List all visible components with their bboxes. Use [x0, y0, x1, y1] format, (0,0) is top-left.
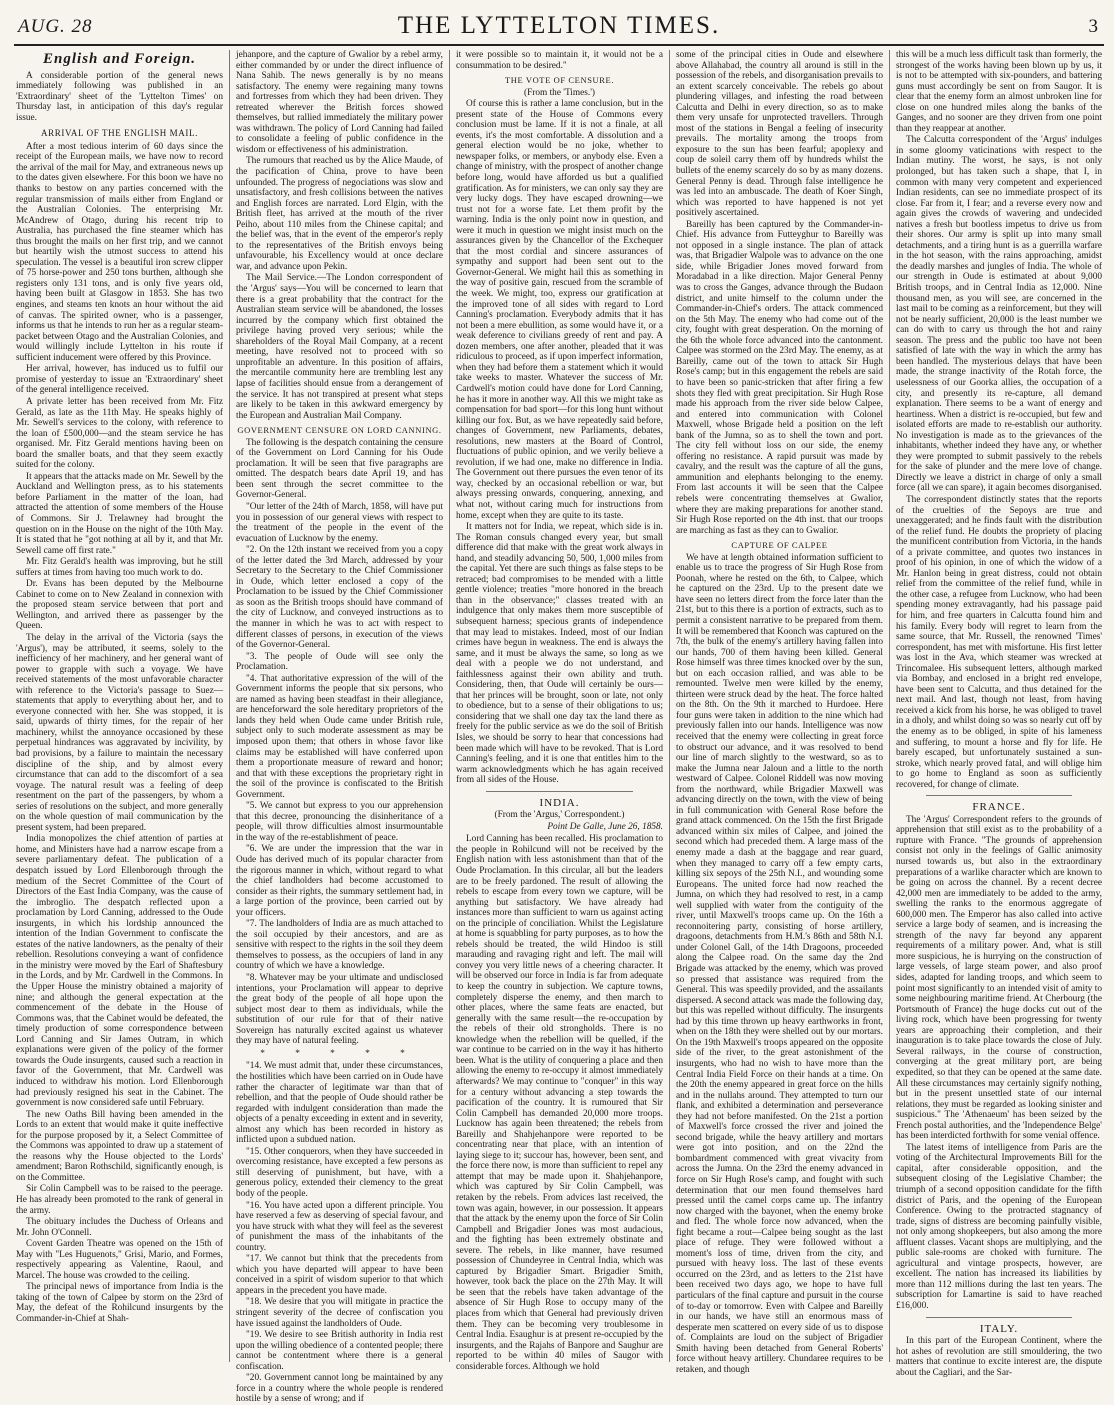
issue-date: AUG. 28 [18, 16, 93, 37]
dateline: Point De Galle, June 26, 1858. [547, 821, 663, 832]
paragraph: "14. We must admit that, under these circumstances, the hostilities which have been carried on in Oude have rather the character of legitimate war than that of rebellion, and that the people of Oude should rather be regarded with indulgent consideration than made the objects of a penalty exceeding in extent and in severity, almost any which has been recorded in history as inflicted upon a subdued nation. [236, 1061, 443, 1146]
paragraph: "17. We cannot but think that the precedents from which you have departed will appear to have been conceived in a spirit of wisdom superior to that which appears in the precedent you have made. [236, 1254, 443, 1296]
paragraph: "7. The landholders of India are as much attached to the soil occupied by their ancestors, and are as sensitive with respect to the rights in the soil they deem themselves to possess, as the occupiers of land in any country of which we have a knowledge. [236, 919, 443, 972]
page-number: 3 [1088, 16, 1098, 37]
paragraph: Her arrival, however, has induced us to fulfil our promise of yesterday to issue an 'Extraordinary' sheet of the general intelligence received. [16, 364, 223, 396]
paragraph: "3. The people of Oude will see only the Proclamation. [236, 651, 443, 673]
source-credit: (From the 'Times.') [524, 87, 595, 98]
paragraph: The latest items of intelligence from Paris are the voting of the Architectural Improvements Bill for the capital, after considerable opposition, and the subsequent closing of the Legislative Chamber; the triumph of a second opposition candidate for the fifth district of Paris, and the opening of the European Conference. Owing to the protracted stagnancy of trade, signs of distress are becoming painfully visible, not only among shopkeepers, but also among the more affluent classes. Vacant shops are multiplying, and the public sale-rooms are choked with furniture. The agricultural and vintage prospects, however, are excellent. The nation has increased its liabilities by more than 112 millions during the last ten years. The subscription for Lamartine is said to have reached £16,000. [896, 1142, 1102, 1311]
paragraph: The principal news of importance from India is the taking of the town of Calpee by storm on the 23rd of May, the defeat of the Rohilcund insurgents by the Commander-in-Chief at Shah- [16, 1282, 223, 1324]
paragraph: It matters not for India, we repeat, which side is in. The Roman consuls changed every year, but small difference did that make with the great work always in hand, and steadily advancing 50, 500, 1,000 miles from the capital. Yet there are such things as false steps to be retraced; bad compromises to be mended with a little gentle violence; treaties "more honored in the breach than in the observance;" classes treated with an indulgence that only makes them more susceptible of subsequent harness; specious grants of independence that may lead to mistakes. Indeed, most of our Indian crimes have begun in weakness. The end is always the same, and it must be always the same, so long as we deal with a people we do not understand, and faithlessness against their own ability and truth. Considering, then, that Oude will certainly be ours—that her princes will be brought, soon or late, not only to obedience, but to a sense of their obligations to us; considering that we shall one day tax the land there as freely for the public service as we do the soil of British Isles, we should be sorry to hear that concessions had been made which will have to be revoked. That is Lord Canning's feeling, and it is one that entitles him to the warm acknowledgments which he has again received from all sides of the House. [456, 522, 663, 786]
masthead [14, 10, 1104, 46]
section-title: INDIA. [539, 796, 580, 809]
article-heading: CAPTURE OF CALPEE [731, 540, 828, 551]
newspaper-title: THE LYTTELTON TIMES. [397, 12, 721, 39]
paragraph: In this part of the European Continent, where the hot ashes of revolution are still smouldering, the two matters that continue to excite interest are, the dispute about the Cagliari, and the Sar- [896, 1336, 1102, 1378]
column-1 [16, 50, 223, 1362]
article-heading: ARRIVAL OF THE ENGLISH MAIL. [41, 128, 198, 139]
column-3 [456, 50, 663, 1372]
paragraph: "2. On the 12th instant we received from you a copy of the letter dated the 3rd March, addressed by your Secretary to the Secretary to the Chief Commissioner in Oude, which letter enclosed a copy of the Proclamation to be issued by the Chief Commissioner as soon as the British troops should have command of the city of Lucknow, and conveyed instructions as to the manner in which he was to act with respect to different classes of persons, in execution of the views of the Governor-General. [236, 545, 443, 651]
article-heading: GOVERNMENT CENSURE ON LORD CANNING. [237, 425, 442, 436]
paragraph: "18. We desire that you will mitigate in practice the stringent severity of the decree of confiscation you have issued against the landholders of Oude. [236, 1297, 443, 1329]
paragraph: The delay in the arrival of the Victoria (says the 'Argus'), may be attributed, it seems, solely to the inefficiency of her machinery, and her general want of power to grapple with such a voyage. We have received statements of the most unfavorable character with reference to the Victoria's passage to Suez—statements that apply to everything about her, and to everyone connected with her. She was stopped, it is said, upwards of thirty times, for the repair of her machinery, whilst the annoyance occasioned by these perpetual hindrances was aggravated by incivility, by bad provisions, by a failure to maintain the necessary discipline of the ship, and by almost every circumstance that can add to the discomfort of a sea voyage. The natural result was a feeling of deep resentment on the part of the passengers, by whom a series of resolutions on the subject, and more generally on the whole question of mail communication by the present system, had been prepared. [16, 632, 223, 833]
paragraph: "4. That authoritative expression of the will of the Government informs the people that six persons, who are named as having been steadfast in their allegiance, are henceforward the sole hereditary proprietors of the lands they held when Oude came under British rule, subject only to such moderate assessment as may be imposed upon them; that others in whose favor like claims may be established will have conferred upon them a proportionate measure of reward and honor; and that with these exceptions the proprietary right in the soil of the province is confiscated to the British Government. [236, 673, 443, 800]
divider [486, 791, 633, 792]
paragraph: The obituary includes the Duchess of Orleans and Mr. John O'Connell. [16, 1217, 223, 1238]
paragraph: this will be a much less difficult task than formerly, the strongest of the works having been blown up by us, it is not to be attempted with six-pounders, and battering guns must accordingly be sent on from Saugor. It is clear that the enemy form an almost unbroken line for close on one hundred miles along the banks of the Ganges, and no sooner are they driven from one point than they reappear at another. [896, 50, 1102, 134]
paragraph: The new Oaths Bill having been amended in the Lords to an extent that would make it quite ineffective for the purpose proposed by it, a Select Committee of the Commons was appointed to draw up a statement of the reasons why the House objected to the Lords' amendment; Baron Rothschild, significantly enough, is on the Committee. [16, 1109, 223, 1183]
paragraph: The Mail Service.—The London correspondent of the 'Argus' says—You will be concerned to learn that there is a great probability that the contract for the Australian steam service will be abandoned, the losses incurred by the company which first obtained the privilege having proved very serious; while the shareholders of the Royal Mail Company, at a recent meeting, have resolved not to proceed with so unprofitable an adventure. In this position of affairs, the mercantile community here are trembling lest any lapse of facilities should ensue from a derangement of the service. It has not transpired at present what steps are likely to be taken in this awkward emergency by the European and Australian Mail Company. [236, 273, 443, 421]
column-4 [676, 50, 883, 1375]
paragraph: it were possible so to maintain it, it would not be a consummation to be desired." [456, 50, 663, 71]
column-rule [449, 50, 450, 1362]
divider [926, 1317, 1072, 1318]
paragraph: "6. We are under the impression that the war in Oude has derived much of its popular character from the rigorous manner in which, without regard to what the chief landholders had become accustomed to consider as their rights, the summary settlement had, in a large portion of the province, been carried out by your officers. [236, 844, 443, 918]
paragraph: We have at length obtained information sufficient to enable us to trace the progress of Sir Hugh Rose from Poonah, where he rested on the 6th, to Calpee, which he captured on the 23rd. Up to the present date we have seen no letters direct from the force later than the 21st, but to this there is a portion of extracts, such as to permit a consistent narrative to be prepared from them. It will be remembered that Koonch was captured on the 7th, the bulk of the enemy's artillery having fallen into our hands, 700 of them having been killed. General Rose himself was three times knocked over by the sun, but on each occasion rallied, and was able to be remounted. Twelve men were killed by the enemy, thirteen were struck dead by the heat. The force halted on the 8th. On the 9th it marched to Hurdoee. Here four guns were taken in addition to the nine which had previously fallen into our hands. Intelligence was now received that the enemy were collecting in great force to obstruct our advance, and it was resolved to bend our line of march slightly to the westward, so as to make the Jumna near Jaloun and a little to the north westward of Calpee. Colonel Riddell was now moving from the northward, while Brigadier Maxwell was advancing directly on the town, with the view of being in full communication with General Rose before the grand attack commenced. On the 15th the first Brigade advanced within six miles of Calpee, and joined the second which had preceded them. A large mass of the enemy made a dash at the baggage and rear guard, when they managed to carry off a few empty carts, killing six sepoys of the 25th N.I., and wounding some Europeans. The united force had now reached the Jumna, on which they had resolved to rest, in a camp well supplied with water from the contiguity of the river, until Maxwell's troops came up. On the 16th a reconnoitering party, consisting of horse artillery, dragoons, detachments from H.M.'s 86th and 58th N.I. under Colonel Gall, of the 14th Dragoons, proceeded along the Calpee road. On the same day the 2nd Brigade was attacked by the enemy, which was proved so pressed that assistance was required from the General. This was speedily provided, and the assailants dispersed. A second attack was made the following day, but this was repelled without difficulty. The insurgents had by this time thrown up heavy earthworks in front, when on the 18th they were shelled out by our mortars. On the 19th Maxwell's troops appeared on the opposite side of the river, to the great astonishment of the insurgents, who had no wish to have more than the Central India Field Force on their hands at a time. On the 20th the enemy appeared in great force on the hills and in the nullahs around. They attempted to turn our flank, and exhibited a determination and perseverance they had not before manifested. On the 21st a portion of Maxwell's force crossed the river and joined the second brigade, while the heavy artillery and mortars were got into position, and on the 22nd the bombardment commenced with great vivacity from across the Jumna. On the 23rd the enemy advanced in force on Sir Hugh Rose's camp, and fought with such determination that our men found themselves hard pressed until the camel corps came up. The infantry now charged with the bayonet, when the enemy broke and fled. The whole force now advanced, when the fight became a rout—Calpee being sought as the last place of refuge. They were followed without a moment's loss of time, driven from the city, and pursued with heavy loss. The last of these events occurred on the 23rd, and as letters to the 21st have been received two days ago, we hope to have full particulars of the final capture and pursuit in the course of to-day or tomorrow. Even with Calpee and Bareilly in our hands, we have still an enormous mass of desperate men scattered on every side of us to dispose of. Complaints are loud on the subject of Brigadier Smith having been detached from General Roberts' force without heavy artillery. Chundaree requires to be retaken, and though [676, 552, 883, 1375]
paragraph: "5. We cannot but express to you our apprehension that this decree, pronouncing the disinheritance of a people, will throw difficulties almost insurmountable in the way of the re-establishment of peace. [236, 801, 443, 843]
paragraph: The 'Argus' Correspondent refers to the grounds of apprehension that still exist as to the probability of a rupture with France. "The grounds of apprehension consist not only in the feelings of Gallic animosity nursed towards us, but also in the extraordinary preparations of a warlike character which are known to be going on across the channel. By a recent decree 42,000 men are immediately to be added to the army, swelling the ranks to the enormous aggregate of 600,000 men. The Emperor has also called into active service a large body of seamen, and is increasing the strength of the navy far beyond any apparent requirements of a military power. And, what is still more suspicious, he is hurrying on the construction of large vessels, of large steam power, and also proof sides, adapted for landing troops, and which seem to point most significantly to an intended visit of amity to some neighbouring maritime friend. At Cherbourg (the Portsmouth of France) the huge docks cut out of the living rock, which have been progressing for twenty years are approaching their completion, and their inauguration is to take place towards the close of July. Several railways, in the course of construction, converging at the great military port, are being expedited, so that they can be opened at the same date. All these circumstances may certainly signify nothing, but in the present unsettled state of our internal relations, they must be regarded as looking sinister and suspicious." The 'Athenaeum' has been seized by the French postal authorities, and the 'Independence Belge' has been interdicted forthwith for some venial offence. [896, 814, 1102, 1142]
paragraph: The correspondent distinctly states that the reports of the cruelties of the Sepoys are true and unexaggerated; and he finds fault with the distribution of the relief fund. He doubts the propriety of placing the munificent contribution from Victoria, in the hands of a private committee, and quotes two instances in proof of his opinion, in one of which the widow of a Mr. Hanlon being in great distress, could not obtain relief from the committee of the relief fund, while in the other case, a refugee from Lucknow, who had been spending money extravagantly, had his passage paid for him, and free quarters in Calcutta found him and his family. Every body will regret to learn from the same source, that Mr. Russell, the renowned 'Times' correspondent, has met with misfortune. His first letter was lost in the Ava, which steamer was wrecked at Trincomalee. His subsequent letters, although marked via Bombay, and enclosed in a bright red envelope, have been sent to Calcutta, and thus detained for the next mail. And last, though not least, from having received a kick from his horse, he was obliged to travel in a dholy, and whilst doing so was so nearly cut off by the enemy as to be obliged, in spite of his lameness and suffering, to mount a horse and fly for life. He barely escaped, but unfortunately sustained a sun-stroke, which nearly proved fatal, and will oblige him to go home to England as soon as sufficiently recovered, for change of climate. [896, 494, 1102, 790]
divider [926, 795, 1072, 796]
paragraph: Covent Garden Theatre was opened on the 15th of May with "Les Huguenots," Grisi, Mario, and Formes, respectively appearing as Valentine, Raoul, and Marcel. The house was crowded to the ceiling. [16, 1239, 223, 1281]
paragraph: Dr. Evans has been deputed by the Melbourne Cabinet to come on to New Zealand in connexion with the proposed steam service between that port and Wellington, and arrived there as passenger by the Queen. [16, 579, 223, 632]
paragraph: It appears that the attacks made on Mr. Sewell by the Auckland and Wellington press, as to his statements before Parliament in the matter of the loan, had attracted the attention of some members of the House of Commons. Sir J. Trelawney had brought the question on in the House on the night of the 10th May. It is stated that he "got nothing at all by it, and that Mr. Sewell came off first rate." [16, 471, 223, 556]
paragraph: Bareilly has been captured by the Commander-in-Chief. His advance from Futteyghur to Bareilly was not opposed in a single instance. The plan of attack was, that Brigadier Walpole was to advance on the one side, while Brigadier Jones moved forward from Moradabad in a like direction. Major General Penny was to cross the Ganges, advance through the Budaon district, and unite himself to the column under the Commander-in-Chief's orders. The attack commenced on the 5th May. The enemy who had come out of the city, fought with great desperation. On the morning of the 6th the whole force advanced into the cantonment. Calpee was stormed on the 23rd May. The enemy, as at Bareilly, came out of the town to attack Sir Hugh Rose's camp; but in this engagement the rebels are said to have been so panic-stricken that after firing a few shots they fled with great precipitation. Sir Hugh Rose made his approach from the river side below Calpee, and entered into communication with Colonel Maxwell, whose Brigade held a position on the left bank of the Jumna, so as to shell the town and port. The city fell without loss on our side, the enemy offering no resistance. A rapid pursuit was made by cavalry, and the result was the capture of all the guns, ammunition and elephants belonging to the enemy. From last accounts it will be seen that the Calpee rebels were concentrating themselves at Gwalior, where they are making preparations for another stand. Sir Hugh Rose reported on the 4th inst. that our troops are marching as fast as they can to Gwalior. [676, 219, 883, 536]
column-rule [669, 50, 670, 1362]
section-heading: English and Foreign. [43, 51, 196, 67]
paragraph: India monopolizes the chief attention of parties at home, and Ministers have had a narrow escape from a severe parliamentary defeat. The publication of a despatch issued by Lord Ellenborough through the medium of the Secret Committee of the Court of Directors of the East India Company, was the cause of the imbroglio. The despatch reflected upon a proclamation by Lord Canning, addressed to the Oude insurgents, in which his lordship announced the intention of the Indian Government to confiscate the estates of the native landowners, as the penalty of their rebellion. Resolutions conveying a want of confidence in the ministry were moved by the Earl of Shaftesbury in the Lords, and by Mr. Cardwell in the Commons. In the Upper House the ministry obtained a majority of nine; and although the general expectation at the commencement of the debate in the House of Commons was, that the Cabinet would be defeated, the timely production of some correspondence between Lord Canning and Sir James Outram, in which explanations were given of the policy of the former towards the Oude insurgents, caused such a reaction in favor of the Government, that Mr. Cardwell was induced to withdraw his motion. Lord Ellenborough had previously resigned his seat in the Cabinet. The government is now considered safe until February. [16, 834, 223, 1109]
paragraph: "20. Government cannot long be maintained by any force in a country where the whole people is rendered hostile by a sense of wrong; and if [236, 1373, 443, 1405]
paragraph: jehanpore, and the capture of Gwalior by a rebel army, either commanded by or under the direct influence of Nana Sahib. The news generally is by no means satisfactory. The enemy were regaining many towns and fortresses from which they had been driven. They retreated wherever the British forces showed themselves, but rallied immediately the military power was withdrawn. The policy of Lord Canning had failed to consolidate a feeling of public confidence in the wisdom or effectiveness of his administration. [236, 50, 443, 155]
paragraph: Of course this is rather a lame conclusion, but in the present state of the House of Commons every conclusion must be lame. If it is not a finale, at all events, it's the most comfortable. A dissolution and a general election would be no joke, whether to newspaper folks, or members, or anybody else. Even a change of ministry, with the prospect of another change before long, would have afforded us but a qualified gratification. As for ministers, we can only say they are very lucky dogs. They have escaped drowning—we trust not for a worse fate. Let them profit by the warning. India is the only point now in question, and were it much in question we might insist much on the assurances given by the Chancellor of the Exchequer that the most cordial and sincere assurances of sympathy and support had been sent out to the Governor-General. We might hail this as something in the way of positive gain, rescued from the scramble of the week. We might, too, express our gratification at the improved tone of all sides with regard to Lord Canning's proclamation. Everybody admits that it has not been a mere ebullition, as some would have it, or a weak deference to civilians greedy of rent and pay. A dozen members, one after another, pleaded that it was ridiculous to proceed, as if upon imperfect information, when they had before them a statement which it would take weeks to master. Whatever the success of Mr. Cardwell's motion could have done for Lord Canning, he has it more in another way. All this we might take as compensation for bad sport—for this long hunt without killing our fox. But, as we have repeatedly said before, changes of Government, new Parliaments, debates, resolutions, new masters at the Board of Control, fluctuations of public opinion, and we verily believe a revolution, if we had one, make no difference in India. The Government out there pursues the even tenor of its way, checked by an occasional rebellion or war, but always pressing onwards, conquering, annexing, and what not, without caring much for instructions from home, except when they are quite to its taste. [456, 99, 663, 521]
paragraph: The rumours that reached us by the Alice Maude, of the pacification of China, prove to have been unfounded. The progress of negociations was slow and unsatisfactory, and fresh collisions between the natives and English forces are narrated. Lord Elgin, with the British fleet, has arrived at the mouth of the river Peiho, about 110 miles from the Chinese capital; and the belief was, that in the event of the emperor's reply to the representatives of the British envoys being unfavourable, his Excellency would at once declare war, and advance upon Pekin. [236, 156, 443, 272]
paragraph: A private letter has been received from Mr. Fitz Gerald, as late as the 11th May. He speaks highly of Mr. Sewell's services to the colony, with reference to the loan of £500,000—and the steam service he has organised. Mr. Fitz Gerald mentions having been on board the smaller boats, and that they seem exactly suited for the colony. [16, 396, 223, 471]
section-title: FRANCE. [972, 801, 1026, 814]
source-credit: (From the 'Argus,' Correspondent.) [494, 810, 625, 821]
ellipsis-stars: * * * * * [260, 1048, 419, 1059]
paragraph: "Our letter of the 24th of March, 1858, will have put you in possession of our general views with respect to the treatment of the people in the event of the evacuation of Lucknow by the enemy. [236, 501, 443, 544]
paragraph: "8. Whatever may be your ultimate and undisclosed intentions, your Proclamation will appear to deprive the great body of the people of all hope upon the subject most dear to them as individuals, while the substitution of our rule for that of their native Sovereign has naturally excited against us whatever they may have of natural feeling. [236, 973, 443, 1047]
column-rule [889, 50, 890, 1362]
paragraph: The Calcutta correspondent of the 'Argus' indulges in some gloomy vaticinations with respect to the Indian mutiny. The worst, he says, is not only prolonged, but has taken such a shape, that I, in common with many very competent and experienced Indian residents, can see no immediate prospect of its close. Far from it, I fear; and a reverse every now and again gives the crowds of wavering and undecided natives a fresh but bootless impetus to drive us from their shores. Our army is split up into many small detachments, and a tiring hunt is as a guerrilla warfare in the hot season, with the rains approaching, amidst the deadly marshes and jungles of India. The whole of our strength in Oude is estimated at about 9,000 British troops, and in Central India as 12,000. Nine thousand men, as you will see, are concerned in the last mail to be coming as a reinforcement, but they will not be nearly sufficient, 20,000 is the least number we can do with to carry us through the hot and rainy season. The press and the public too have not been satisfied of late with the way in which the army has been handled. The mysterious delays that have been made, the strange inactivity of the Rotah force, the uselessness of our Goorka allies, the occupation of a city, and presently its re-capture, all demand explanation. There seems to be a want of energy and heartiness. When a district is re-occupied, but few and isolated efforts are made to re-establish our authority. No investigation is made as to the grievances of the inhabitants, whether indeed they have any, or whether they were prompted to submit passively to the rebels for the sake of plunder and the mere love of change. Directly we leave a district in charge of only a small force (all we can spare), it again becomes disorganised. [896, 135, 1102, 494]
column-5 [896, 50, 1102, 1378]
paragraph: Lord Canning has been recalled. His proclamation to the people in Rohilcund will not be received by the English nation with less astonishment than that of the Oude Proclamation. In this circular, all but the leaders are to be freely pardoned. The result of allowing the rebels to escape from every town we capture, will be anything but satisfactory. We have already had instances more than sufficient to warn us against acting on the principle of conciliation. Whilst the Legislature at home is squabbling for party purposes, as to how the rebels should be treated, the wild Hindoo is still marauding and ravaging right and left. The mail will convey you very little news of a cheering character. It will be observed our force in India is far from adequate to keep the country in subjection. We capture towns, completely disperse the enemy, and then march to other places, where the same feats are enacted, but generally with the same result—the re-occupation by the rebels of their old strongholds. There is no knowledge when the rebellion will be quelled, if the war continue to be carried on in the way it has hitherto been. What is the utility of conquering a place and then allowing the enemy to re-occupy it almost immediately afterwards? We may continue to "conquer" in this way for a century without advancing a step towards the pacification of the country. It is rumoured that Sir Colin Campbell has demanded 20,000 more troops. Lucknow has again been threatened; the rebels from Bareilly and Shahjehanpore were reported to be concentrating near that place, with an intention of laying siege to it; succour has, however, been sent, and the force there now, is more than sufficient to repel any attempt that may be made upon it. Shahjehanpore, which was captured by Sir Colin Campbell, was retaken by the rebels. From advices last received, the town was again, however, in our possession. It appears that the attack by the enemy upon the force of Sir Colin Campbell and Brigadier Jones was most audacious, and the fighting has been extremely obstinate and severe. The rebels, in like manner, have resumed possession of Chundeyree in Central India, which was captured by Brigadier Smart. Brigadier Smith, however, took back the place on the 27th May. It will be seen that the rebels have taken advantage of the absence of Sir Hugh Rose to occupy many of the places from which that General had previously driven them. They can be becoming very troublesome in Central India. Esaughur is at present re-occupied by the insurgents, and the Rajahs of Banpore and Saughur are reported to be within 40 miles of Saugor with considerable forces. Although we hold [456, 834, 663, 1372]
section-title: ITALY. [979, 1322, 1019, 1335]
paragraph: Sir Colin Campbell was to be raised to the peerage. He has already been promoted to the rank of general in the army. [16, 1184, 223, 1216]
paragraph: After a most tedious interim of 60 days since the receipt of the European mails, we have now to record the arrival of the mail for May, and extraneous news up to the dates given elsewhere. For this boon we have no thanks to bestow on any parties concerned with the regular transmission of mails either from England or the Australian Colonies. The enterprising Mr. McAndrew of Otago, during his recent trip to Australia, has purchased the fine steamer which has thus brought the mails on her first trip, and we cannot but heartily wish the utmost success to attend his speculation. The vessel is a beautiful iron screw clipper of 75 horse-power and 250 tons burthen, although she registers only 131 tons, and is only five years old, having been built at Glasgow in 1853. She has two engines, and steams ten knots an hour without the aid of canvas. The spirited owner, who is a passenger, informs us that he intends to run her as a regular steam-packet between Otago and the Australian Colonies, and would willingly include Lyttelton in his route if sufficient inducement were offered by this Province. [16, 141, 223, 363]
paragraph: Mr. Fitz Gerald's health was improving, but he still suffers at times from having too much work to do. [16, 557, 223, 578]
article-heading: THE VOTE OF CENSURE. [504, 75, 615, 86]
column-rule [229, 50, 230, 1362]
paragraph: some of the principal cities in Oude and elsewhere above Allahabad, the country all around is still in the possession of the rebels, and disorganisation prevails to an extent scarcely conceivable. The rebels go about plundering villages, and infesting the road between Calcutta and Delhi in every direction, so as to make them very unsafe for unprotected travellers. Through most of the stations in Bengal a feeling of insecurity prevails. The mortality among the troops from exposure to the sun has been fearful; apoplexy and coup de soleil carry them off by hundreds whilst the bullets of the enemy scarcely do so by as many dozens. General Penny is dead. Through false intelligence he was led into an ambuscade. The death of Koer Singh, which was reported to have happened is not yet positively ascertained. [676, 50, 883, 219]
column-2 [236, 50, 443, 1405]
paragraph: A considerable portion of the general news immediately following was published in an 'Extraordinary' sheet of the 'Lyttelton Times' on Thursday last, in anticipation of this day's regular issue. [16, 70, 223, 123]
paragraph: "16. You have acted upon a different principle. You have reserved a few as deserving of special favour, and you have struck with what they will feel as the severest of punishment the mass of the inhabitants of the country. [236, 1200, 443, 1253]
paragraph: The following is the despatch containing the censure of the Government on Lord Canning for his Oude proclamation. It will be seen that five paragraphs are omitted. The despatch bears date April 19, and has been sent through the secret committee to the Governor-General. [236, 437, 443, 501]
paragraph: "19. We desire to see British authority in India rest upon the willing obedience of a contented people; there cannot be contentment where there is a general confiscation. [236, 1330, 443, 1372]
paragraph: "15. Other conquerors, when they have succeeded in overcoming resistance, have excepted a few persons as still deserving of punishment, but have, with a generous policy, extended their clemency to the great body of the people. [236, 1146, 443, 1199]
